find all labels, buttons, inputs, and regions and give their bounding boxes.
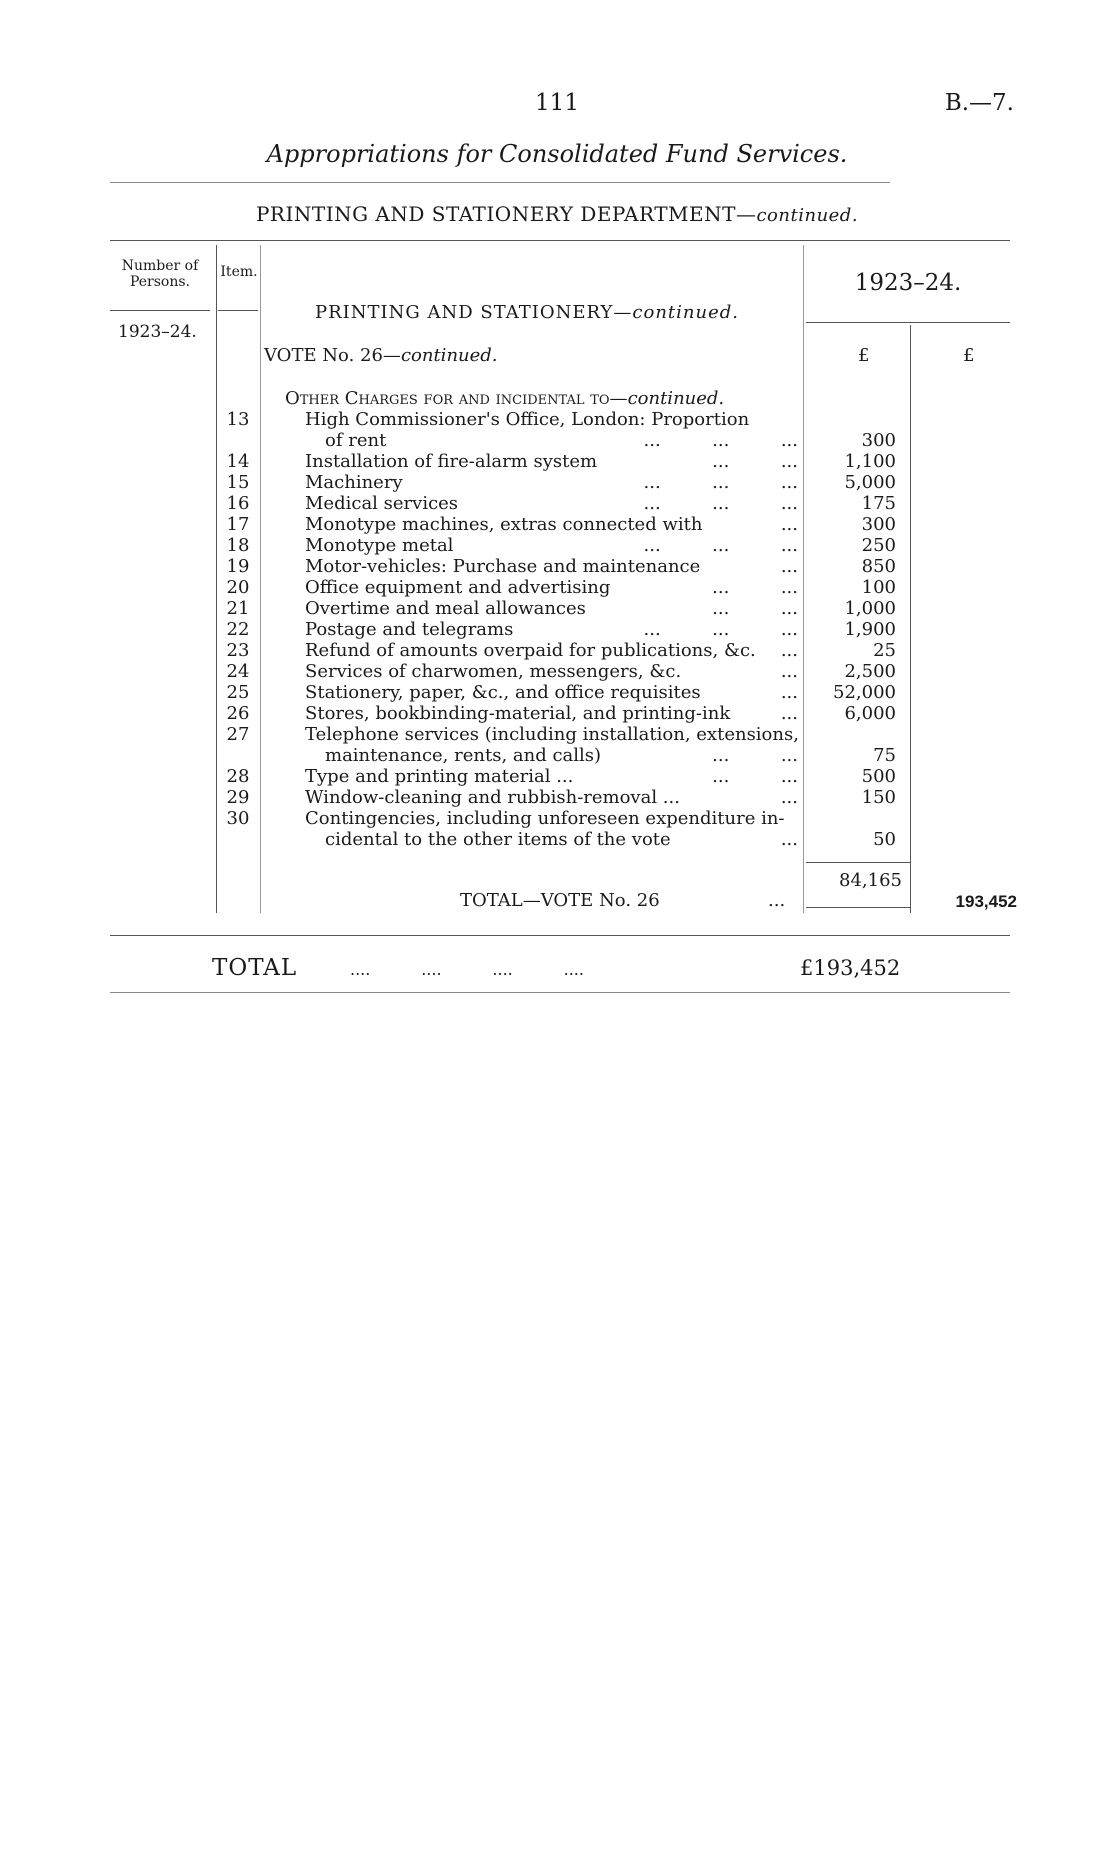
table-row	[0, 829, 1114, 850]
item-number: 26	[226, 703, 250, 724]
item-description: Telephone services (including installation, extensions,	[305, 724, 799, 745]
footer-bottom-rule	[110, 992, 1010, 993]
table-row	[0, 556, 1114, 577]
item-number: 14	[226, 451, 250, 472]
item-description: Window-cleaning and rubbish-removal ...	[305, 787, 680, 808]
item-number: 17	[226, 514, 250, 535]
leader-dots: ... ... ...	[643, 619, 798, 640]
leader-dots: ...	[780, 787, 798, 808]
table-row	[0, 745, 1114, 766]
item-number: 13	[226, 409, 250, 430]
vote-heading	[264, 345, 498, 366]
persons-year: 1923–24.	[118, 322, 197, 342]
item-number: 21	[226, 598, 250, 619]
item-description: Motor-vehicles: Purchase and maintenance	[305, 556, 701, 577]
leader-dots: ...	[780, 514, 798, 535]
item-number: 23	[226, 640, 250, 661]
leader-dots: ... ...	[712, 745, 798, 766]
table-row	[0, 535, 1114, 556]
total-vote-amount: 193,452	[955, 892, 1017, 911]
col-header-year: 1923–24.	[854, 270, 962, 296]
item-description: of rent	[325, 430, 387, 451]
item-number: 28	[226, 766, 250, 787]
department-name: PRINTING AND STATIONERY DEPARTMENT—	[255, 202, 757, 226]
table-top-rule	[110, 240, 1010, 241]
table-row	[0, 409, 1114, 430]
item-number: 22	[226, 619, 250, 640]
item-amount: 175	[861, 493, 896, 514]
table-row	[0, 724, 1114, 745]
item-description: Postage and telegrams	[305, 619, 514, 640]
year-header-rule	[806, 322, 1010, 323]
item-amount: 50	[873, 829, 896, 850]
item-description: Services of charwomen, messengers, &c.	[305, 661, 682, 682]
item-number: 25	[226, 682, 250, 703]
item-header-rule	[218, 310, 258, 311]
table-row	[0, 598, 1114, 619]
leader-dots: ...	[780, 661, 798, 682]
item-description: Machinery	[305, 472, 403, 493]
item-number: 15	[226, 472, 250, 493]
item-number: 27	[226, 724, 250, 745]
department-suffix: continued.	[756, 205, 859, 226]
leader-dots: ...	[780, 682, 798, 703]
table-row	[0, 451, 1114, 472]
item-description: Monotype metal	[305, 535, 454, 556]
leader-dots: ...	[780, 829, 798, 850]
leader-dots: ... ... ...	[643, 472, 798, 493]
item-description: Contingencies, including unforeseen expenditure in-	[305, 808, 785, 829]
grand-total-dots: .... .... .... ....	[350, 960, 584, 979]
title-rule	[110, 182, 890, 183]
table-row	[0, 577, 1114, 598]
table-row	[0, 640, 1114, 661]
persons-header-rule	[110, 310, 210, 311]
table-row	[0, 619, 1114, 640]
item-description: Installation of fire-alarm system	[305, 451, 598, 472]
item-amount: 250	[861, 535, 896, 556]
table-row	[0, 661, 1114, 682]
vote-subtotal: 84,165	[839, 870, 902, 891]
item-amount: 300	[861, 514, 896, 535]
item-amount: 1,900	[844, 619, 896, 640]
table-row	[0, 514, 1114, 535]
section-suffix: continued.	[632, 302, 739, 323]
page-number: 111	[535, 90, 579, 116]
item-description: Overtime and meal allowances	[305, 598, 586, 619]
table-row	[0, 787, 1114, 808]
item-description: Office equipment and advertising	[305, 577, 611, 598]
item-amount: 500	[861, 766, 896, 787]
leader-dots: ... ... ...	[643, 493, 798, 514]
subtotal-top-rule	[806, 862, 910, 863]
leader-dots: ... ...	[712, 766, 798, 787]
leader-dots: ...	[780, 556, 798, 577]
page-title: Appropriations for Consolidated Fund Services.	[266, 140, 848, 168]
grand-total-amount: £193,452	[800, 956, 901, 980]
item-amount: 1,100	[844, 451, 896, 472]
vote-label: VOTE No. 26—	[264, 345, 401, 366]
item-amount: 6,000	[844, 703, 896, 724]
charges-subheading-text: Other Charges for and incidental to—	[285, 388, 628, 409]
section-heading	[315, 302, 739, 323]
table-row	[0, 703, 1114, 724]
table-row	[0, 430, 1114, 451]
item-amount: 52,000	[833, 682, 896, 703]
table-row	[0, 682, 1114, 703]
item-description: Type and printing material ...	[305, 766, 574, 787]
col-header-persons: Number of Persons.	[121, 258, 199, 290]
footer-top-rule	[110, 935, 1010, 936]
leader-dots: ...	[780, 640, 798, 661]
table-row	[0, 493, 1114, 514]
item-amount: 75	[873, 745, 896, 766]
table-row	[0, 808, 1114, 829]
item-amount: 100	[861, 577, 896, 598]
item-amount: 5,000	[844, 472, 896, 493]
leader-dots: ... ...	[712, 598, 798, 619]
grand-total-label: TOTAL	[212, 955, 298, 981]
item-description: maintenance, rents, and calls)	[325, 745, 602, 766]
item-amount: 150	[861, 787, 896, 808]
item-number: 24	[226, 661, 250, 682]
item-amount: 2,500	[844, 661, 896, 682]
total-vote-label: TOTAL—VOTE No. 26	[460, 890, 660, 911]
leader-dots: ...	[780, 703, 798, 724]
pound-sign-total: £	[963, 345, 975, 366]
leader-dots: ... ...	[712, 577, 798, 598]
item-amount: 850	[861, 556, 896, 577]
leader-dots: ... ... ...	[643, 430, 798, 451]
document-reference: B.—7.	[944, 90, 1014, 116]
total-vote-dots: ...	[768, 890, 786, 911]
item-amount: 1,000	[844, 598, 896, 619]
leader-dots: ... ...	[712, 451, 798, 472]
item-number: 30	[226, 808, 250, 829]
item-amount: 300	[861, 430, 896, 451]
item-description: High Commissioner's Office, London: Proportion	[305, 409, 750, 430]
item-description: Monotype machines, extras connected with	[305, 514, 703, 535]
item-description: Refund of amounts overpaid for publications, &c.	[305, 640, 756, 661]
department-heading	[0, 202, 1114, 226]
table-row	[0, 766, 1114, 787]
item-description: Stationery, paper, &c., and office requisites	[305, 682, 701, 703]
item-description: Medical services	[305, 493, 459, 514]
section-title: PRINTING AND STATIONERY—	[315, 302, 633, 323]
charges-subheading-suffix: continued.	[627, 388, 725, 409]
vote-suffix: continued.	[400, 345, 498, 366]
col-header-item: Item.	[220, 264, 258, 280]
leader-dots: ... ... ...	[643, 535, 798, 556]
item-number: 18	[226, 535, 250, 556]
item-number: 20	[226, 577, 250, 598]
item-description: Stores, bookbinding-material, and printing-ink	[305, 703, 731, 724]
pound-sign-sub: £	[858, 345, 870, 366]
table-row	[0, 472, 1114, 493]
item-number: 19	[226, 556, 250, 577]
item-amount: 25	[873, 640, 896, 661]
charges-subheading	[285, 388, 724, 409]
item-number: 29	[226, 787, 250, 808]
item-description: cidental to the other items of the vote	[325, 829, 671, 850]
item-number: 16	[226, 493, 250, 514]
subtotal-bottom-rule	[806, 907, 910, 908]
